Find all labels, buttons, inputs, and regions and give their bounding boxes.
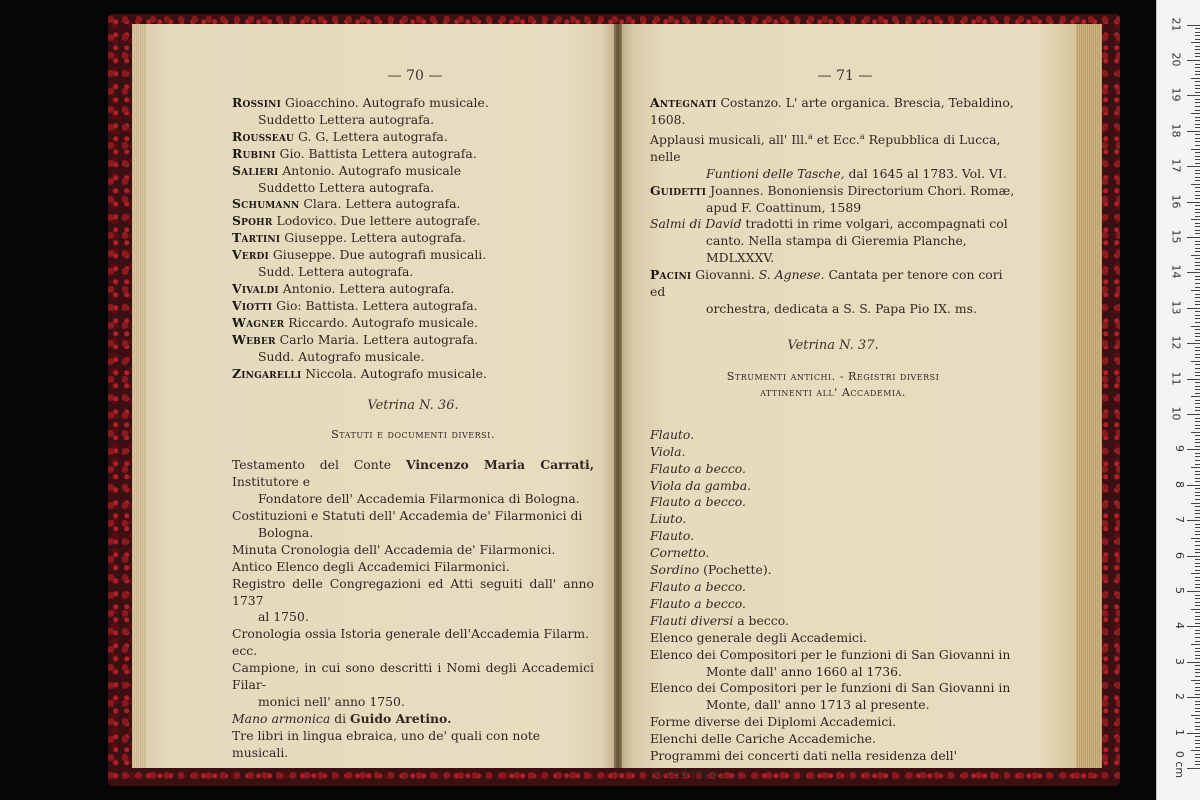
ruler-tick	[1195, 410, 1200, 411]
ruler-tick	[1195, 722, 1200, 723]
ruler-tick	[1195, 347, 1200, 348]
ruler-tick	[1195, 488, 1200, 489]
ruler-tick	[1195, 336, 1200, 337]
ruler-tick	[1195, 534, 1200, 535]
ruler-tick	[1195, 53, 1200, 54]
ruler-tick	[1195, 311, 1200, 312]
ruler-tick	[1195, 761, 1200, 762]
ruler-tick	[1195, 124, 1200, 125]
ruler-tick	[1191, 538, 1200, 539]
ruler-tick	[1195, 641, 1200, 642]
ruler-tick	[1191, 467, 1200, 468]
ruler-tick	[1187, 237, 1200, 238]
ruler-tick	[1191, 432, 1200, 433]
ruler-tick	[1195, 531, 1200, 532]
ruler-tick	[1195, 704, 1200, 705]
ruler-tick	[1195, 552, 1200, 553]
autograph-list	[232, 95, 594, 382]
ruler-tick	[1195, 318, 1200, 319]
list-item: Antico Elenco degli Accademici Filarmonici.	[232, 558, 510, 574]
ruler-tick	[1195, 262, 1200, 263]
ruler-tick	[1195, 754, 1200, 755]
ruler-tick	[1195, 648, 1200, 649]
ruler-tick	[1195, 173, 1200, 174]
right-section-heading-2: attinenti all' Accademia.	[760, 385, 906, 399]
ruler-tick	[1191, 149, 1200, 150]
list-item: Flauto a becco.	[650, 494, 746, 510]
ruler-tick	[1195, 67, 1200, 68]
ruler-tick	[1195, 442, 1200, 443]
ruler-number: 7	[1173, 516, 1186, 524]
ruler-tick	[1187, 449, 1200, 450]
ruler-tick	[1195, 570, 1200, 571]
ruler-tick	[1195, 623, 1200, 624]
ruler-tick	[1195, 524, 1200, 525]
ruler-number: 17	[1169, 158, 1183, 173]
ruler-tick	[1195, 549, 1200, 550]
list-item: Sordino (Pochette).	[650, 562, 772, 578]
list-item: Tartini Giuseppe. Lettera autografa.	[232, 230, 466, 246]
list-item: Rubini Gio. Battista Lettera autografa.	[232, 145, 477, 161]
list-item: Spohr Lodovico. Due lettere autografe.	[232, 213, 481, 229]
list-item: Wagner Riccardo. Autografo musicale.	[232, 314, 479, 330]
ruler-number: 12	[1169, 335, 1183, 350]
ruler-tick	[1195, 584, 1200, 585]
ruler-tick	[1191, 680, 1200, 681]
list-item: Schumann Clara. Lettera autografa.	[232, 196, 461, 212]
ruler-tick	[1195, 655, 1200, 656]
ruler-tick	[1191, 219, 1200, 220]
ruler-tick	[1195, 495, 1200, 496]
list-item: Zingarelli Niccola. Autografo musicale.	[232, 365, 487, 381]
ruler-tick	[1195, 276, 1200, 277]
ruler-tick	[1195, 651, 1200, 652]
ruler-tick	[1195, 510, 1200, 511]
ruler-tick	[1191, 609, 1200, 610]
ruler-tick	[1195, 587, 1200, 588]
ruler-tick	[1195, 453, 1200, 454]
ruler-tick	[1195, 177, 1200, 178]
ruler-tick	[1187, 95, 1200, 96]
ruler-number: 5	[1173, 587, 1186, 594]
ruler-tick	[1187, 25, 1200, 26]
ruler-tick	[1195, 322, 1200, 323]
list-item: Elenco generale degli Accademici.	[650, 629, 867, 645]
ruler-tick	[1195, 464, 1200, 465]
ruler-tick	[1195, 764, 1200, 765]
ruler-tick	[1195, 28, 1200, 29]
list-item: Cronologia ossia Istoria generale dell'Accademia Filarm. ecc.	[232, 626, 590, 659]
ruler-number: 19	[1169, 87, 1183, 102]
instrument-list-2	[650, 579, 1016, 613]
list-item: Antegnati Costanzo. L' arte organica. Brescia, Tebaldino, 1608.	[650, 95, 1014, 127]
ruler-tick	[1195, 230, 1200, 231]
ruler-tick	[1195, 517, 1200, 518]
ruler-tick	[1195, 563, 1200, 564]
ruler-tick	[1195, 32, 1200, 33]
ruler-tick	[1195, 683, 1200, 684]
list-item: Costituzioni e Statuti dell' Accademia de' Filarmonici di Bologna.	[232, 508, 583, 540]
ruler-tick	[1195, 386, 1200, 387]
ruler-tick	[1195, 619, 1200, 620]
ruler-tick	[1195, 283, 1200, 284]
ruler-tick	[1195, 506, 1200, 507]
ruler-tick	[1195, 687, 1200, 688]
ruler-tick	[1195, 223, 1200, 224]
left-section-heading: Statuti e documenti diversi.	[331, 428, 495, 442]
ruler-tick	[1195, 389, 1200, 390]
ruler-tick	[1195, 407, 1200, 408]
ruler-tick	[1191, 113, 1200, 114]
list-item: Minuta Cronologia dell' Accademia de' Filarmonici.	[232, 541, 556, 557]
ruler-tick	[1195, 315, 1200, 316]
ruler-tick	[1191, 503, 1200, 504]
list-item: Verdi Giuseppe. Due autografi musicali. Sudd. Lettera autografa.	[232, 247, 487, 280]
ruler-tick	[1195, 740, 1200, 741]
ruler-tick	[1195, 102, 1200, 103]
ruler-tick	[1191, 396, 1200, 397]
ruler-tick	[1195, 421, 1200, 422]
ruler-tick	[1195, 92, 1200, 93]
ruler-tick	[1195, 566, 1200, 567]
ruler-tick	[1187, 697, 1200, 698]
ruler-tick	[1195, 244, 1200, 245]
book-gutter	[614, 24, 622, 768]
right-page-edges	[1076, 24, 1102, 768]
right-page-text	[650, 95, 1016, 782]
left-page-number: — 70 —	[387, 68, 443, 84]
ruler-tick	[1195, 145, 1200, 146]
ruler-tick	[1191, 255, 1200, 256]
ruler-tick	[1195, 329, 1200, 330]
ruler-tick	[1195, 474, 1200, 475]
ruler-tick	[1195, 492, 1200, 493]
ruler-tick	[1195, 630, 1200, 631]
ruler-number: 14	[1169, 264, 1183, 279]
ruler-tick	[1195, 127, 1200, 128]
ruler-tick	[1195, 297, 1200, 298]
ruler-number: 18	[1169, 123, 1183, 138]
ruler-tick	[1195, 577, 1200, 578]
ruler-number: 15	[1169, 229, 1183, 244]
ruler-tick	[1195, 241, 1200, 242]
ruler-tick	[1195, 85, 1200, 86]
ruler-tick	[1187, 308, 1200, 309]
ruler-tick	[1195, 287, 1200, 288]
ruler-tick	[1195, 74, 1200, 75]
ruler-tick	[1187, 60, 1200, 61]
documents-list	[232, 457, 594, 761]
ruler-tick	[1195, 99, 1200, 100]
ruler-tick	[1195, 499, 1200, 500]
ruler-tick	[1195, 81, 1200, 82]
list-item: Vivaldi Antonio. Lettera autografa.	[232, 280, 455, 296]
ruler-number: 2	[1173, 693, 1186, 701]
ruler-tick	[1195, 559, 1200, 560]
ruler-tick	[1195, 456, 1200, 457]
measurement-ruler	[1156, 0, 1200, 800]
ruler-tick	[1195, 736, 1200, 737]
ruler-tick	[1195, 471, 1200, 472]
ruler-tick	[1195, 233, 1200, 234]
ruler-tick	[1195, 350, 1200, 351]
instrument-list	[650, 427, 1016, 562]
ruler-tick	[1195, 191, 1200, 192]
list-item: Liuto.	[650, 511, 687, 527]
ruler-tick	[1191, 750, 1200, 751]
ruler-number: 9	[1173, 445, 1186, 453]
ruler-tick	[1195, 333, 1200, 334]
ruler-tick	[1195, 711, 1200, 712]
list-item: Mano armonica di Guido Aretino.	[232, 710, 452, 726]
ruler-tick	[1187, 520, 1200, 521]
ruler-tick	[1195, 265, 1200, 266]
left-page-edges	[132, 24, 146, 768]
ruler-tick	[1195, 541, 1200, 542]
ruler-number: 11	[1169, 371, 1183, 386]
list-item: Viotti Gio: Battista. Lettera autografa.	[232, 297, 478, 313]
ruler-tick	[1195, 209, 1200, 210]
ruler-tick	[1195, 382, 1200, 383]
list-item: Flauto.	[650, 528, 695, 544]
ruler-number: 3	[1173, 657, 1186, 665]
ruler-tick	[1195, 446, 1200, 447]
ruler-tick	[1195, 701, 1200, 702]
ruler-tick	[1195, 304, 1200, 305]
ruler-tick	[1195, 49, 1200, 50]
ruler-tick	[1195, 439, 1200, 440]
ruler-tick	[1195, 39, 1200, 40]
right-page-number: — 71 —	[817, 68, 873, 84]
list-item: Flauto a becco.	[650, 460, 746, 476]
list-item: Viola da gamba.	[650, 477, 752, 493]
list-item: Flauto.	[650, 426, 695, 442]
ruler-tick	[1187, 591, 1200, 592]
ruler-tick	[1187, 626, 1200, 627]
ruler-tick	[1187, 131, 1200, 132]
list-item: Flauto a becco.	[650, 578, 746, 594]
ruler-tick	[1195, 141, 1200, 142]
ruler-tick	[1187, 556, 1200, 557]
list-item: Cornetto.	[650, 545, 710, 561]
ruler-tick	[1195, 605, 1200, 606]
ruler-tick	[1195, 690, 1200, 691]
ruler-tick	[1195, 212, 1200, 213]
ruler-tick	[1195, 159, 1200, 160]
list-item: Rossini Gioacchino. Autografo musicale. Suddetto Lettera autografa.	[232, 95, 489, 127]
ruler-tick	[1195, 248, 1200, 249]
ruler-tick	[1195, 658, 1200, 659]
right-section-heading-1: Strumenti antichi. - Registri diversi	[726, 369, 940, 383]
ruler-tick	[1195, 612, 1200, 613]
ruler-tick	[1195, 545, 1200, 546]
ruler-tick	[1195, 216, 1200, 217]
ruler-tick	[1191, 715, 1200, 716]
ruler-tick	[1195, 301, 1200, 302]
ruler-tick	[1191, 644, 1200, 645]
ruler-tick	[1191, 573, 1200, 574]
list-item: Viola.	[650, 443, 686, 459]
ruler-tick	[1187, 414, 1200, 415]
list-item: Pacini Giovanni. S. Agnese. Cantata per tenore con cori ed orchestra, dedicata a S. S. Papa Pio IX. ms.	[650, 267, 1003, 316]
ruler-tick	[1187, 768, 1200, 769]
ruler-tick	[1195, 694, 1200, 695]
list-item: Forme diverse dei Diplomi Accademici.	[650, 714, 897, 730]
list-item: Registro delle Congregazioni ed Atti seguiti dall' anno 1737 al 1750.	[232, 575, 594, 625]
ruler-tick	[1195, 56, 1200, 57]
ruler-tick	[1195, 435, 1200, 436]
ruler-tick	[1195, 672, 1200, 673]
ruler-number: 1	[1173, 728, 1186, 736]
ruler-tick	[1195, 637, 1200, 638]
list-item: Weber Carlo Maria. Lettera autografa. Sudd. Autografo musicale.	[232, 331, 479, 364]
list-item: Tre libri in lingua ebraica, uno de' quali con note musicali.	[232, 727, 541, 760]
ruler-tick	[1195, 513, 1200, 514]
ruler-tick	[1195, 251, 1200, 252]
ruler-tick	[1195, 357, 1200, 358]
ruler-tick	[1195, 633, 1200, 634]
ruler-tick	[1187, 733, 1200, 734]
ruler-tick	[1187, 166, 1200, 167]
ruler-tick	[1195, 747, 1200, 748]
ruler-tick	[1195, 110, 1200, 111]
ruler-tick	[1195, 364, 1200, 365]
ruler-tick	[1195, 180, 1200, 181]
ruler-tick	[1195, 117, 1200, 118]
ruler-tick	[1195, 460, 1200, 461]
list-item: Flauto a becco.	[650, 595, 746, 611]
ruler-tick	[1187, 202, 1200, 203]
list-item: Applausi musicali, all' Ill.$^a$ et Ecc.$^a$ Repubblica di Lucca, nelle Funtioni delle Tasche, dal 1645 al 1783. Vol. VI.	[650, 131, 1007, 181]
ruler-tick	[1195, 428, 1200, 429]
ruler-tick	[1195, 580, 1200, 581]
ruler-tick	[1191, 42, 1200, 43]
ruler-tick	[1195, 195, 1200, 196]
ruler-tick	[1195, 294, 1200, 295]
ruler-tick	[1195, 403, 1200, 404]
ruler-tick	[1187, 272, 1200, 273]
ruler-tick	[1195, 729, 1200, 730]
ruler-tick	[1195, 708, 1200, 709]
ruler-tick	[1195, 481, 1200, 482]
ruler-tick	[1195, 595, 1200, 596]
ruler-tick	[1195, 64, 1200, 65]
ruler-tick	[1195, 393, 1200, 394]
list-item: Campione, in cui sono descritti i Nomi degli Accademici Filar- monici nell' anno 1750.	[232, 660, 594, 709]
ruler-tick	[1195, 258, 1200, 259]
list-item: Elenchi delle Cariche Accademiche.	[650, 731, 876, 747]
list-item: Programmi dei concerti dati nella residenza dell' Accademia.	[650, 748, 958, 780]
ruler-tick	[1191, 290, 1200, 291]
left-section-title: Vetrina N. 36.	[367, 398, 459, 414]
ruler-tick	[1195, 669, 1200, 670]
ruler-unit-label: 0 cm	[1172, 750, 1186, 779]
ruler-number: 10	[1169, 406, 1183, 421]
ruler-number: 16	[1169, 194, 1183, 209]
list-item: Salieri Antonio. Autografo musicale Suddetto Lettera autografa.	[232, 162, 462, 195]
ruler-tick	[1195, 718, 1200, 719]
ruler-tick	[1191, 326, 1200, 327]
ruler-tick	[1195, 269, 1200, 270]
ruler-tick	[1195, 88, 1200, 89]
list-item: Rousseau G. G. Lettera autografa.	[232, 128, 448, 144]
ruler-tick	[1195, 665, 1200, 666]
ruler-tick	[1195, 418, 1200, 419]
list-item: Elenco dei Compositori per le funzioni di San Giovanni in Monte, dall' anno 1713 al presente.	[650, 680, 1011, 713]
ruler-tick	[1195, 743, 1200, 744]
list-item: Guidetti Joannes. Bononiensis Directorium Chori. Romæ, apud F. Coattinum, 1589	[650, 182, 1015, 215]
ruler-tick	[1195, 120, 1200, 121]
ruler-tick	[1187, 485, 1200, 486]
ruler-tick	[1195, 340, 1200, 341]
ruler-number: 6	[1173, 551, 1186, 559]
ruler-tick	[1195, 425, 1200, 426]
ruler-tick	[1195, 602, 1200, 603]
ruler-tick	[1195, 163, 1200, 164]
ruler-tick	[1195, 156, 1200, 157]
ruler-number: 4	[1173, 622, 1186, 630]
ruler-tick	[1195, 226, 1200, 227]
ruler-tick	[1195, 354, 1200, 355]
ruler-tick	[1195, 106, 1200, 107]
ruler-tick	[1187, 343, 1200, 344]
right-section-title: Vetrina N. 37.	[787, 337, 879, 353]
list-item: Salmi di David tradotti in rime volgari, accompagnati col canto. Nella stampa di Gieremia Planche, MDLXXXV.	[650, 216, 1008, 266]
ruler-tick	[1195, 35, 1200, 36]
ruler-tick	[1195, 205, 1200, 206]
ruler-tick	[1191, 361, 1200, 362]
ruler-tick	[1187, 379, 1200, 380]
ruler-number: 21	[1169, 17, 1183, 32]
ruler-tick	[1195, 71, 1200, 72]
ruler-tick	[1195, 372, 1200, 373]
ruler-tick	[1195, 46, 1200, 47]
ruler-tick	[1195, 726, 1200, 727]
ruler-tick	[1195, 368, 1200, 369]
ruler-tick	[1195, 152, 1200, 153]
ruler-number: 20	[1169, 52, 1183, 67]
ruler-tick	[1187, 662, 1200, 663]
ruler-tick	[1195, 478, 1200, 479]
list-item: Elenco dei Compositori per le funzioni di San Giovanni in Monte dall' anno 1660 al 1736.	[650, 646, 1011, 679]
ruler-tick	[1195, 616, 1200, 617]
ruler-number: 13	[1169, 300, 1183, 315]
ruler-tick	[1195, 279, 1200, 280]
ruler-tick	[1195, 198, 1200, 199]
ruler-tick	[1191, 78, 1200, 79]
list-item: Flauti diversi a becco.	[650, 612, 789, 628]
ruler-tick	[1195, 400, 1200, 401]
ruler-tick	[1191, 184, 1200, 185]
ruler-tick	[1195, 375, 1200, 376]
ruler-tick	[1195, 134, 1200, 135]
ruler-tick	[1195, 187, 1200, 188]
registers-list	[650, 630, 1016, 782]
ruler-number: 8	[1173, 480, 1186, 488]
ruler-tick	[1195, 598, 1200, 599]
left-page-text	[232, 95, 594, 762]
ruler-tick	[1195, 757, 1200, 758]
ruler-tick	[1195, 527, 1200, 528]
ruler-tick	[1195, 676, 1200, 677]
ruler-tick	[1195, 170, 1200, 171]
list-item: Testamento del Conte Vincenzo Maria Carrati, Institutore e Fondatore dell' Accademia Filarmonica di Bologna.	[232, 457, 595, 507]
ruler-tick	[1195, 138, 1200, 139]
